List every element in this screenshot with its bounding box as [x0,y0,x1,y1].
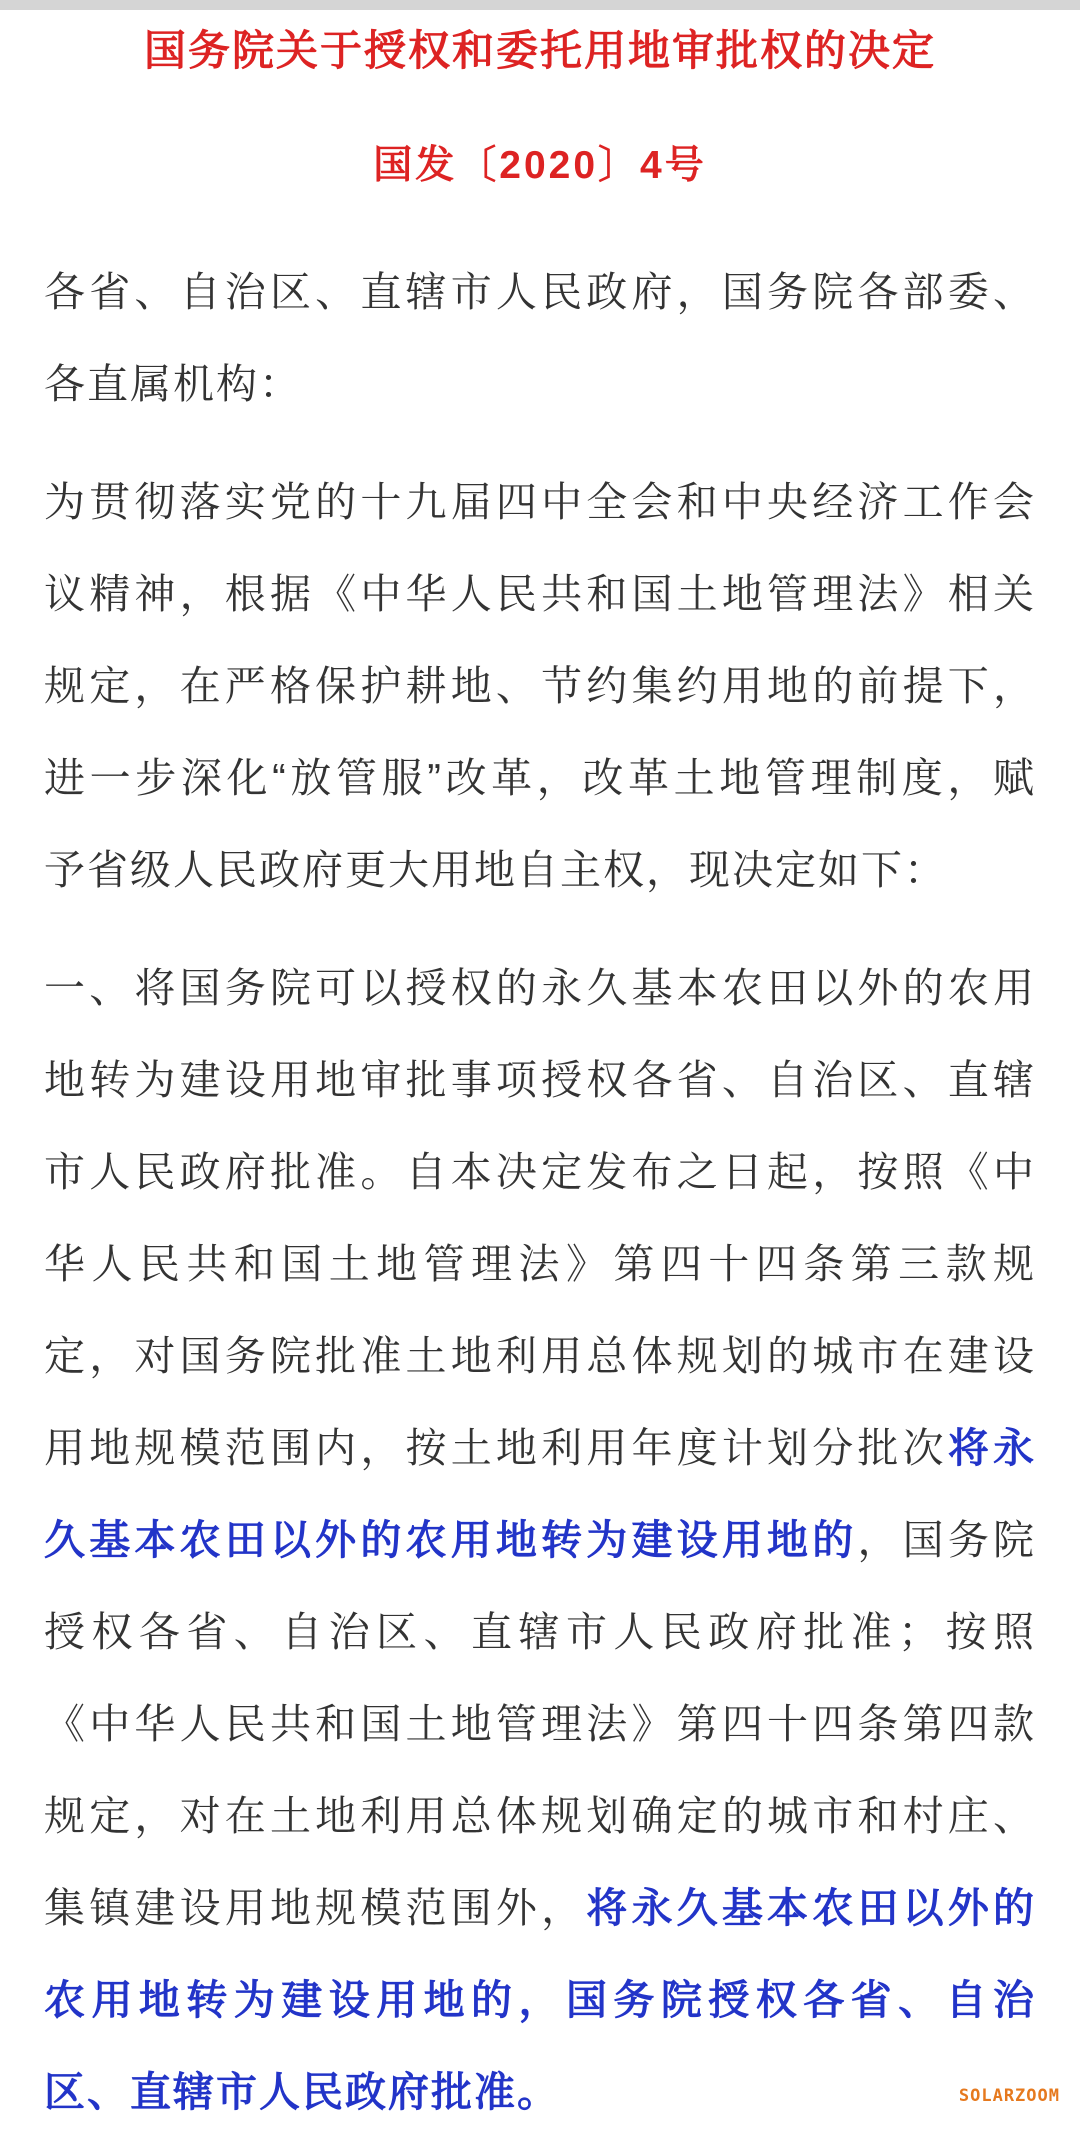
body-line [44,1034,1036,1126]
body-line [44,732,1036,824]
body-text: 定，对国务院批准土地利用总体规划的城市在建设 [44,1333,1036,1379]
body-text: 一、将国务院可以授权的永久基本农田以外的农用 [44,965,1036,1011]
body-line [44,640,1036,732]
body-line [44,1862,1036,1954]
body-line [44,246,1036,338]
body-text: 各省、自治区、直辖市人民政府，国务院各部委、 [44,269,1036,315]
body-text: 集镇建设用地规模范围外， [44,1885,587,1931]
body-line [44,1954,1036,2046]
highlighted-text: 区、直辖市人民政府批准。 [44,2069,560,2115]
body-text: 市人民政府批准。自本决定发布之日起，按照《中 [44,1149,1036,1195]
body-text: 授权各省、自治区、直辖市人民政府批准；按照 [44,1609,1036,1655]
highlighted-text: 将永久基本农田以外的 [586,1885,1037,1931]
document-body [44,246,1036,2134]
body-line [44,1586,1036,1678]
highlighted-text: 久基本农田以外的农用地转为建设用地的 [44,1517,858,1563]
document-title: 国务院关于授权和委托用地审批权的决定 [143,27,936,74]
body-line [44,2046,1036,2134]
body-line [44,824,1036,916]
body-line [44,1770,1036,1862]
body-line [44,1678,1036,1770]
body-text: 予省级人民政府更大用地自主权，现决定如下： [44,847,947,893]
body-text: 各直属机构： [44,361,302,407]
body-line [44,1126,1036,1218]
body-line [44,942,1036,1034]
body-text: 规定，对在土地利用总体规划确定的城市和村庄、 [44,1793,1036,1839]
body-text: 进一步深化“放管服”改革，改革土地管理制度，赋 [44,755,1036,801]
body-line [44,1310,1036,1402]
body-line [44,338,1036,430]
highlighted-text: 农用地转为建设用地的，国务院授权各省、自治 [44,1977,1036,2023]
body-line [44,1402,1036,1494]
body-text: 议精神，根据《中华人民共和国土地管理法》相关 [44,571,1036,617]
top-strip [0,0,1080,10]
body-line [44,1494,1036,1586]
body-text: 地转为建设用地审批事项授权各省、自治区、直辖 [44,1057,1036,1103]
body-line [44,456,1036,548]
body-text: 为贯彻落实党的十九届四中全会和中央经济工作会 [44,479,1036,525]
document-number: 国发〔2020〕4号 [373,144,707,187]
highlighted-text: 将永 [947,1425,1037,1471]
body-text: 《中华人民共和国土地管理法》第四十四条第四款 [44,1701,1036,1747]
body-text: 用地规模范围内，按土地利用年度计划分批次 [44,1425,948,1471]
watermark: SOLARZOOM [958,2086,1060,2106]
body-line [44,548,1036,640]
body-text: ，国务院 [857,1517,1037,1563]
body-text: 规定，在严格保护耕地、节约集约用地的前提下， [44,663,1036,709]
body-text: 华人民共和国土地管理法》第四十四条第三款规 [44,1241,1036,1287]
body-line [44,1218,1036,1310]
